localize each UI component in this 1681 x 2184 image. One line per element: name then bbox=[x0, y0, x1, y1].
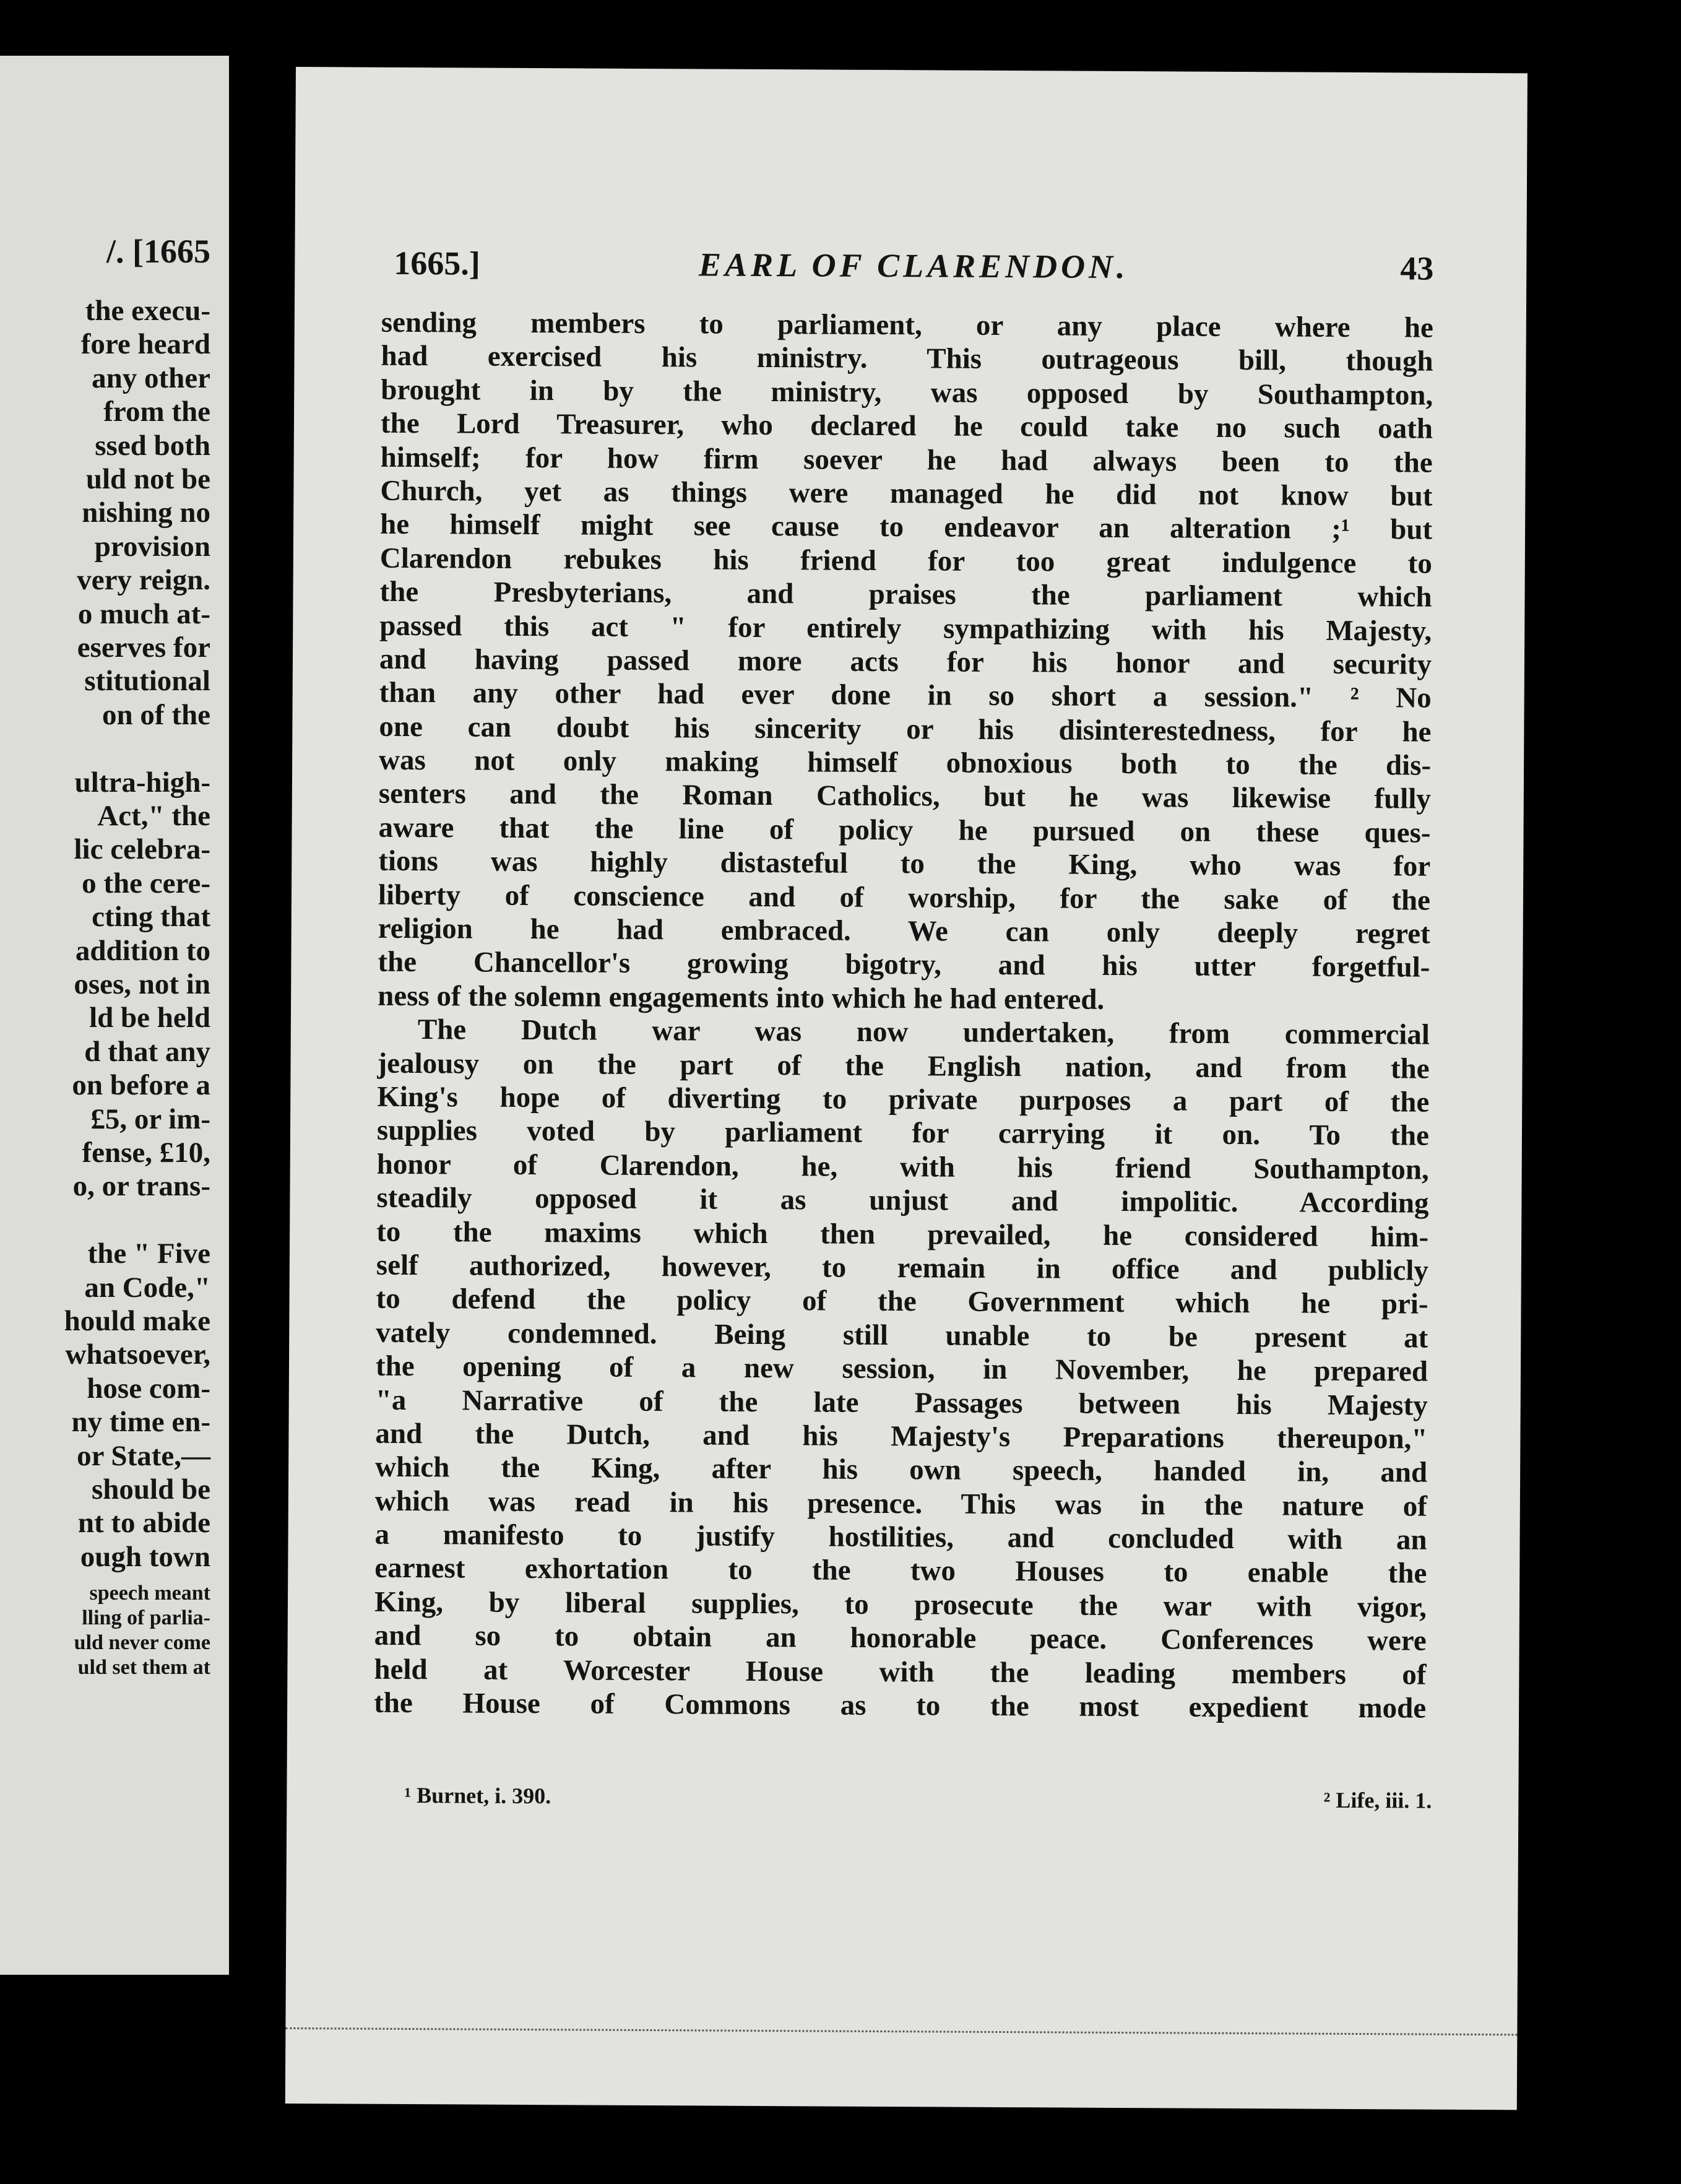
text-line: senters and the Roman Catholics, but he was likewise fully bbox=[378, 778, 1431, 816]
text-line: than any other had ever done in so short a session." ² No bbox=[379, 677, 1432, 714]
previous-page-line: addition to bbox=[75, 934, 210, 967]
previous-page-line: £5, or im- bbox=[90, 1103, 210, 1135]
text-line: held at Worcester House with the leading members of bbox=[374, 1653, 1427, 1691]
text-line: religion he had embraced. We can only deeply regret bbox=[378, 912, 1430, 950]
previous-page-running-head: /. [1665 bbox=[106, 233, 210, 270]
previous-page-line: on before a bbox=[72, 1069, 210, 1102]
previous-page-line: fense, £10, bbox=[82, 1137, 210, 1169]
text-line: passed this act " for entirely sympathizing with his Majesty, bbox=[379, 609, 1432, 648]
text-line: and so to obtain an honorable peace. Conferences were bbox=[374, 1619, 1427, 1657]
text-line: a manifesto to justify hostilities, and concluded with an bbox=[374, 1518, 1427, 1556]
previous-page-footnote-line: uld set them at bbox=[77, 1656, 210, 1679]
previous-page-line: d that any bbox=[84, 1035, 210, 1068]
previous-page-line: or State,— bbox=[77, 1439, 210, 1472]
previous-page-line: provision bbox=[94, 530, 210, 563]
running-head bbox=[394, 244, 1433, 293]
text-line: King, by liberal supplies, to prosecute the war with vigor, bbox=[374, 1585, 1427, 1624]
previous-page-line: the " Five bbox=[87, 1237, 210, 1270]
page-edge-smudge bbox=[285, 2027, 1517, 2042]
previous-page-line: any other bbox=[92, 362, 210, 394]
running-head-title: EARL OF CLARENDON. bbox=[698, 246, 1129, 286]
text-line: supplies voted by parliament for carrying it on. To the bbox=[376, 1114, 1430, 1152]
previous-page-line: ultra-high- bbox=[74, 766, 210, 799]
previous-page-line: ough town bbox=[80, 1540, 210, 1573]
previous-page-line: hould make bbox=[64, 1305, 210, 1337]
previous-page-footnote-line: lling of parlia- bbox=[82, 1606, 210, 1630]
text-line: was not only making himself obnoxious both to the dis- bbox=[379, 743, 1432, 782]
text-line: himself; for how firm soever he had always been to the bbox=[380, 441, 1433, 479]
previous-page-line: eserves for bbox=[77, 631, 210, 664]
text-line: vately condemned. Being still unable to be present at bbox=[376, 1316, 1428, 1354]
previous-page-line: uld not be bbox=[85, 463, 210, 495]
previous-page-line: an Code," bbox=[84, 1271, 210, 1304]
text-line: tions was highly distasteful to the King, who was for bbox=[378, 844, 1431, 883]
previous-page-fragment bbox=[0, 56, 229, 1975]
previous-page-line: Act," the bbox=[97, 800, 210, 832]
previous-page-line: cting that bbox=[92, 901, 210, 934]
text-line: self authorized, however, to remain in office and publicly bbox=[376, 1249, 1428, 1287]
previous-page-line: from the bbox=[103, 396, 210, 428]
running-head-year: 1665.] bbox=[394, 244, 480, 282]
text-line: earnest exhortation to the two Houses to enable the bbox=[374, 1552, 1427, 1590]
previous-page-line: the execu- bbox=[85, 295, 210, 327]
text-line: the House of Commons as to the most expedient mode bbox=[374, 1686, 1427, 1725]
text-line: The Dutch war was now undertaken, from commercial bbox=[417, 1013, 1430, 1051]
text-line: to the maxims which then prevailed, he considered him- bbox=[376, 1215, 1429, 1254]
page-number: 43 bbox=[1400, 249, 1434, 287]
text-line: one can doubt his sincerity or his disinterestedness, for he bbox=[379, 710, 1432, 748]
text-line: the Presbyterians, and praises the parliament which bbox=[379, 575, 1432, 613]
text-line: honor of Clarendon, he, with his friend Southampton, bbox=[376, 1148, 1429, 1186]
text-line: and having passed more acts for his honor and security bbox=[379, 643, 1432, 681]
previous-page-line: whatsoever, bbox=[65, 1338, 210, 1371]
previous-page-footnote-line: uld never come bbox=[74, 1631, 210, 1655]
text-line: aware that the line of policy he pursued on these ques- bbox=[378, 811, 1431, 849]
book-page bbox=[285, 67, 1528, 2110]
text-line: King's hope of diverting to private purposes a part of the bbox=[377, 1080, 1430, 1119]
text-line: ness of the solemn engagements into which he had entered. bbox=[378, 979, 1105, 1016]
previous-page-footnote-line: speech meant bbox=[89, 1582, 210, 1605]
text-line: the Lord Treasurer, who declared he could take no such oath bbox=[380, 407, 1433, 445]
text-line: "a Narrative of the late Passages between his Majesty bbox=[375, 1384, 1428, 1422]
text-line: had exercised his ministry. This outrageous bill, though bbox=[381, 340, 1433, 378]
previous-page-line: nt to abide bbox=[77, 1507, 210, 1540]
previous-page-line: oses, not in bbox=[74, 968, 210, 1000]
text-line: Church, yet as things were managed he did not know but bbox=[380, 474, 1433, 513]
text-line: which the King, after his own speech, handed in, and bbox=[375, 1450, 1428, 1489]
previous-page-line: o, or trans- bbox=[72, 1170, 210, 1203]
previous-page-line: fore heard bbox=[80, 328, 210, 361]
previous-page-line: lic celebra- bbox=[74, 833, 210, 866]
footnote-2: ² Life, iii. 1. bbox=[1323, 1787, 1432, 1813]
text-line: liberty of conscience and of worship, for the sake of the bbox=[378, 878, 1431, 917]
previous-page-line: should be bbox=[91, 1473, 210, 1506]
previous-page-line: stitutional bbox=[84, 665, 210, 698]
text-line: steadily opposed it as unjust and impolitic. According bbox=[376, 1181, 1429, 1220]
previous-page-line: ld be held bbox=[89, 1002, 210, 1034]
text-line: and the Dutch, and his Majesty's Preparations thereupon," bbox=[375, 1417, 1428, 1455]
footnotes bbox=[404, 1782, 1432, 1813]
text-line: jealousy on the part of the English nation, and from the bbox=[377, 1047, 1430, 1085]
text-line: Clarendon rebukes his friend for too great indulgence to bbox=[379, 542, 1432, 580]
previous-page-line: ssed both bbox=[95, 429, 210, 462]
previous-page-line: o much at- bbox=[77, 597, 210, 630]
text-line: the opening of a new session, in November, he prepared bbox=[375, 1350, 1428, 1388]
previous-page-line: ny time en- bbox=[71, 1406, 210, 1439]
body-text bbox=[374, 306, 1433, 1725]
previous-page-line: o the cere- bbox=[82, 867, 210, 899]
previous-page-line: on of the bbox=[102, 698, 210, 731]
text-line: brought in by the ministry, was opposed by Southampton, bbox=[381, 373, 1433, 412]
text-line: sending members to parliament, or any place where he bbox=[381, 306, 1433, 344]
previous-page-line: very reign. bbox=[77, 564, 210, 597]
text-line: he himself might see cause to endeavor an alteration ;¹ but bbox=[379, 508, 1433, 546]
text-line: to defend the policy of the Government which he pri- bbox=[376, 1283, 1428, 1320]
footnote-1: ¹ Burnet, i. 390. bbox=[404, 1782, 551, 1809]
text-line: which was read in his presence. This was in the nature of bbox=[374, 1484, 1427, 1523]
text-line: the Chancellor's growing bigotry, and his utter forgetful- bbox=[378, 946, 1430, 984]
previous-page-line: nishing no bbox=[82, 496, 210, 529]
previous-page-line: hose com- bbox=[87, 1372, 210, 1405]
